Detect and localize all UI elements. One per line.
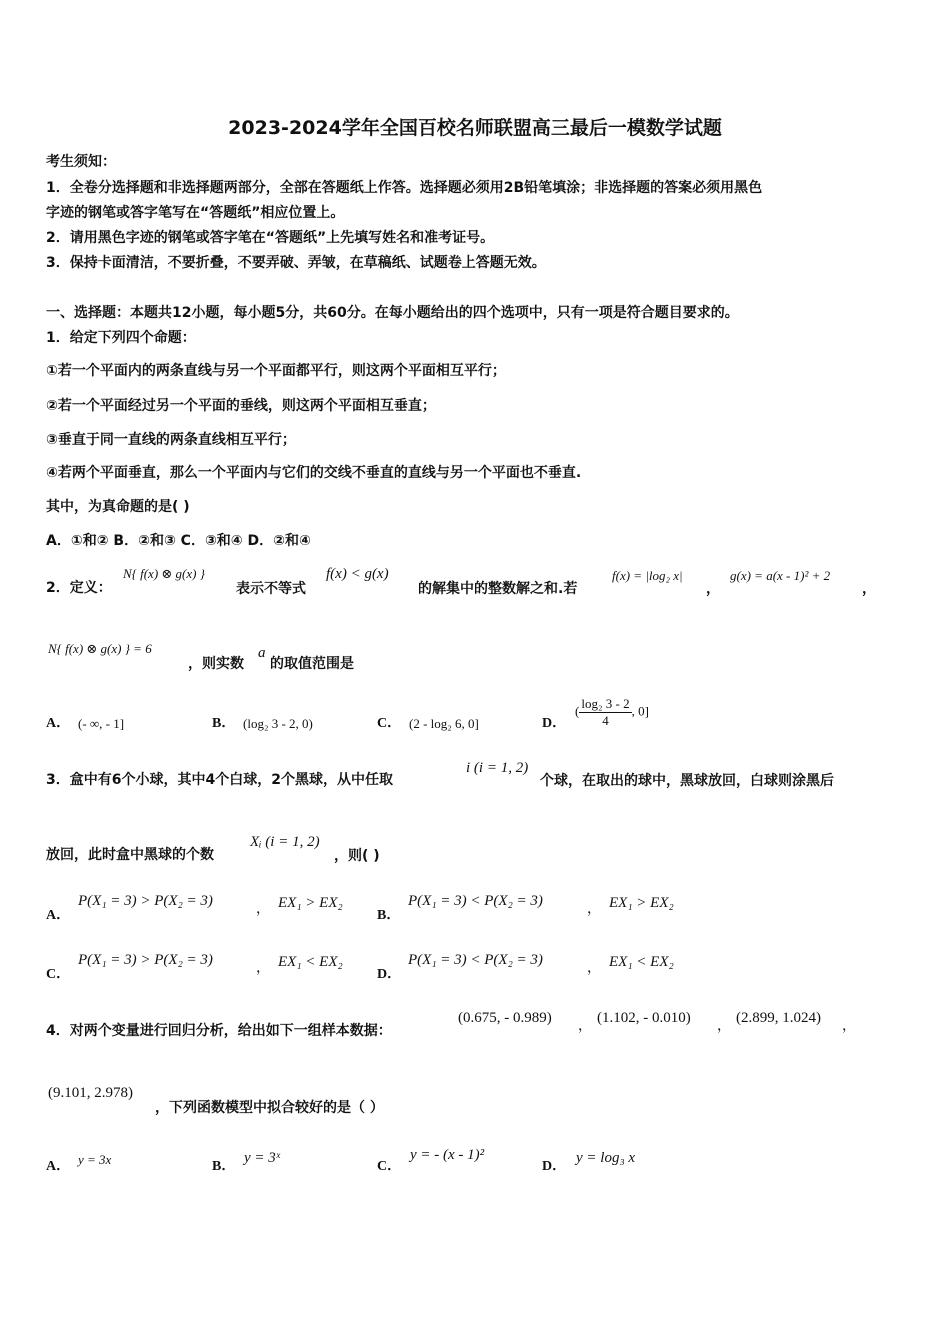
q3-option-a-part-1: P(X₁ = 3) > P(X₂ = 3) [78, 893, 213, 909]
q2-f-def: f(x) = |log₂ x| [612, 568, 683, 583]
q3-option-c-part-1: P(X₁ = 3) > P(X₂ = 3) [78, 952, 213, 968]
q4-point-1: (0.675, - 0.989) [458, 1010, 552, 1026]
q2-text-2: 的解集中的整数解之和.若 [418, 581, 578, 597]
q2-option-d-numerator: log₂ 3 - 2 [581, 696, 630, 711]
q2-option-d-close: , 0] [631, 703, 649, 719]
q3-option-b-sep: ， [587, 901, 601, 917]
notice-item-2: 2．请用黑色字迹的钢笔或答字笔在“答题纸”上先填写姓名和准考证号。 [46, 230, 495, 246]
q4-option-c-label: C． [377, 1159, 402, 1174]
q1-prop-2: ②若一个平面经过另一个平面的垂线，则这两个平面相互垂直； [46, 398, 436, 414]
q2-option-a: (- ∞, - 1] [78, 716, 125, 731]
q1-prop-3: ③垂直于同一直线的两条直线相互平行； [46, 432, 296, 448]
q3-option-a-label: A． [46, 908, 71, 923]
q2-option-c: (2 - log₂ 6, 0] [409, 716, 479, 731]
q4-option-b-label: B． [212, 1159, 236, 1174]
q3-text-4: ，则( ) [334, 848, 380, 864]
q2-comma-2: ， [862, 581, 876, 597]
q2-text-3: ，则实数 [188, 656, 244, 672]
q4-text-1: 4．对两个变量进行回归分析，给出如下一组样本数据： [46, 1023, 392, 1039]
q2-option-d [575, 696, 649, 729]
q4-option-d: y = log₃ x [576, 1150, 636, 1166]
q4-text-2: ，下列函数模型中拟合较好的是（ ） [155, 1100, 384, 1116]
notice-item-1-cont: 字迹的钢笔或答字笔写在“答题纸”相应位置上。 [46, 205, 345, 221]
q4-option-a: y = 3x [78, 1152, 112, 1167]
notice-item-3: 3．保持卡面清洁，不要折叠，不要弄破、弄皱，在草稿纸、试题卷上答题无效。 [46, 255, 546, 271]
q3-option-d-label: D． [377, 967, 402, 982]
q3-option-a-sep: ， [256, 901, 270, 917]
q3-option-b-part-2: EX₁ > EX₂ [609, 895, 674, 911]
q3-option-b-part-1: P(X₁ = 3) < P(X₂ = 3) [408, 893, 543, 909]
q2-def-expr: N{ f(x) ⊗ g(x) } [123, 566, 205, 581]
q3-option-a-part-2: EX₁ > EX₂ [278, 895, 343, 911]
q2-option-d-denominator: 4 [602, 713, 609, 728]
page-title: 2023-2024学年全国百校名师联盟高三最后一模数学试题 [228, 117, 722, 139]
q2-text-1: 表示不等式 [236, 581, 306, 597]
q2-inequality: f(x) < g(x) [326, 566, 389, 582]
q2-prefix: 2．定义： [46, 580, 112, 596]
q4-point-2: (1.102, - 0.010) [597, 1010, 691, 1026]
q2-g-def: g(x) = a(x - 1)² + 2 [730, 568, 831, 583]
q3-option-c-sep: ， [256, 960, 270, 976]
q2-condition: N{ f(x) ⊗ g(x) } = 6 [48, 641, 152, 656]
q2-option-d-label: D． [542, 716, 567, 731]
q2-text-4: 的取值范围是 [270, 656, 354, 672]
q4-point-3: (2.899, 1.024) [736, 1010, 821, 1026]
q4-sep-3: ， [842, 1018, 856, 1034]
q4-option-d-label: D． [542, 1159, 567, 1174]
q3-option-c-label: C． [46, 967, 71, 982]
q4-sep-2: ， [717, 1018, 731, 1034]
q2-option-d-fraction [579, 696, 631, 729]
q2-option-c-label: C． [377, 716, 402, 731]
q1-stem: 1．给定下列四个命题： [46, 330, 196, 346]
q3-text-3: 放回，此时盒中黑球的个数 [46, 847, 214, 863]
q4-option-c: y = - (x - 1)² [410, 1147, 485, 1163]
q4-sep-1: ， [578, 1018, 592, 1034]
q4-option-a-label: A． [46, 1159, 71, 1174]
q2-var-a: a [258, 645, 266, 661]
q2-option-b-label: B． [212, 716, 236, 731]
q4-point-4: (9.101, 2.978) [48, 1085, 133, 1101]
q1-ask: 其中，为真命题的是( ) [46, 499, 190, 515]
section-heading: 一、选择题：本题共12小题，每小题5分，共60分。在每小题给出的四个选项中，只有一项是符合题目要求的。 [46, 305, 739, 321]
q1-prop-1: ①若一个平面内的两条直线与另一个平面都平行，则这两个平面相互平行； [46, 363, 506, 379]
q3-option-b-label: B． [377, 908, 401, 923]
q3-option-d-sep: ， [587, 960, 601, 976]
q3-expr-2: Xᵢ (i = 1, 2) [250, 834, 320, 850]
q3-text-1: 3．盒中有6个小球，其中4个白球，2个黑球，从中任取 [46, 772, 393, 788]
q2-option-d-open: ( [575, 703, 580, 719]
q3-expr-1: i (i = 1, 2) [466, 760, 529, 776]
q2-comma-1: ， [706, 581, 720, 597]
q1-prop-4: ④若两个平面垂直，那么一个平面内与它们的交线不垂直的直线与另一个平面也不垂直. [46, 465, 582, 481]
q3-option-d-part-1: P(X₁ = 3) < P(X₂ = 3) [408, 952, 543, 968]
q2-option-a-label: A． [46, 716, 71, 731]
q3-text-2: 个球，在取出的球中，黑球放回，白球则涂黑后 [540, 773, 834, 789]
q1-options: A．①和② B．②和③ C．③和④ D．②和④ [46, 533, 311, 549]
notice-item-1: 1．全卷分选择题和非选择题两部分，全部在答题纸上作答。选择题必须用2B铅笔填涂；非选择题的答案必须用黑色 [46, 180, 763, 196]
q2-option-b: (log₂ 3 - 2, 0) [243, 716, 313, 731]
q3-option-c-part-2: EX₁ < EX₂ [278, 954, 343, 970]
q3-option-d-part-2: EX₁ < EX₂ [609, 954, 674, 970]
notice-heading: 考生须知： [46, 154, 116, 170]
q4-option-b: y = 3ˣ [244, 1150, 281, 1166]
